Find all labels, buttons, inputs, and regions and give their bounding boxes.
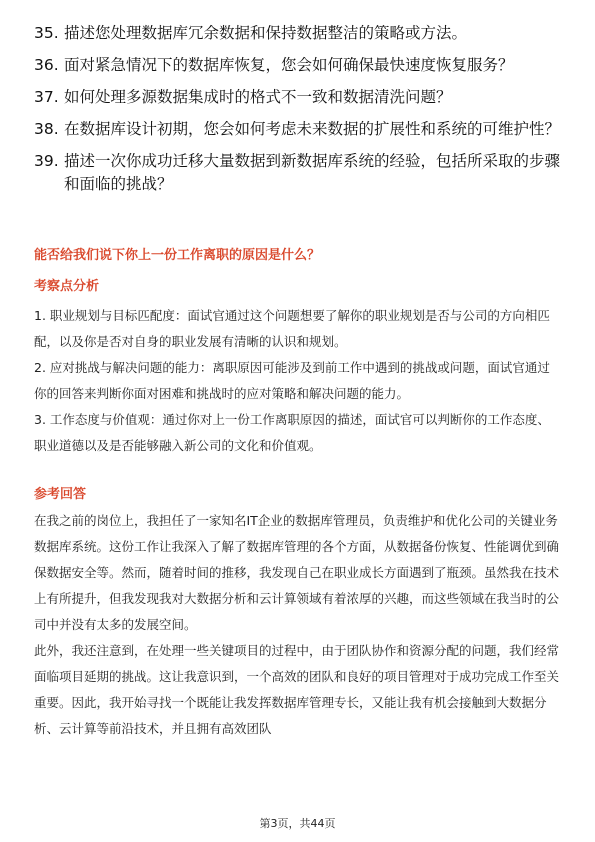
question-number: 36.	[34, 56, 59, 74]
page-footer: 第3页，共44页	[259, 817, 336, 830]
analysis-point: 2. 应对挑战与解决问题的能力：离职原因可能涉及到前工作中遇到的挑战或问题，面试官通过你的回答来判断你面对困难和挑战时的应对策略和解决问题的能力。	[34, 360, 550, 401]
analysis-point: 1. 职业规划与目标匹配度：面试官通过这个问题想要了解你的职业规划是否与公司的方向相匹配，以及你是否对自身的职业发展有清晰的认识和规划。	[34, 308, 550, 349]
question-item	[34, 118, 564, 141]
answer-paragraph: 此外，我还注意到，在处理一些关键项目的过程中，由于团队协作和资源分配的问题，我们经常面临项目延期的挑战。这让我意识到，一个高效的团队和良好的项目管理对于成功完成工作至关重要。因此，我开始寻找一个既能让我发挥数据库管理专长，又能让我有机会接触到大数据分析、云计算等前沿技术，并且拥有高效团队	[34, 643, 560, 736]
question-item	[34, 150, 564, 196]
answer-heading: 参考回答	[34, 487, 87, 502]
question-number: 39.	[34, 152, 59, 170]
analysis-body	[34, 303, 562, 459]
question-number: 35.	[34, 24, 59, 42]
question-text: 描述一次你成功迁移大量数据到新数据库系统的经验，包括所采取的步骤和面临的挑战？	[64, 152, 561, 193]
question-item	[34, 22, 564, 45]
question-item	[34, 86, 564, 109]
analysis-heading: 考察点分析	[34, 279, 100, 294]
question-text: 描述您处理数据库冗余数据和保持数据整洁的策略或方法。	[64, 24, 468, 42]
main-question-heading: 能否给我们说下你上一份工作离职的原因是什么？	[34, 248, 321, 263]
question-list	[34, 22, 564, 205]
question-text: 在数据库设计初期，您会如何考虑未来数据的扩展性和系统的可维护性？	[64, 120, 561, 138]
analysis-point: 3. 工作态度与价值观：通过你对上一份工作离职原因的描述，面试官可以判断你的工作态度、职业道德以及是否能够融入新公司的文化和价值观。	[34, 412, 550, 453]
question-text: 如何处理多源数据集成时的格式不一致和数据清洗问题？	[64, 88, 452, 106]
question-number: 37.	[34, 88, 59, 106]
question-item	[34, 54, 564, 77]
question-text: 面对紧急情况下的数据库恢复，您会如何确保最快速度恢复服务？	[64, 56, 514, 74]
answer-body	[34, 508, 562, 742]
answer-paragraph: 在我之前的岗位上，我担任了一家知名IT企业的数据库管理员，负责维护和优化公司的关键业务数据库系统。这份工作让我深入了解了数据库管理的各个方面，从数据备份恢复、性能调优到确保数据安全等。然而，随着时间的推移，我发现自己在职业成长方面遇到了瓶颈。虽然我在技术上有所提升，但我发现我对大数据分析和云计算领域有着浓厚的兴趣，而这些领域在我当时的公司中并没有太多的发展空间。	[34, 513, 560, 632]
question-number: 38.	[34, 120, 59, 138]
